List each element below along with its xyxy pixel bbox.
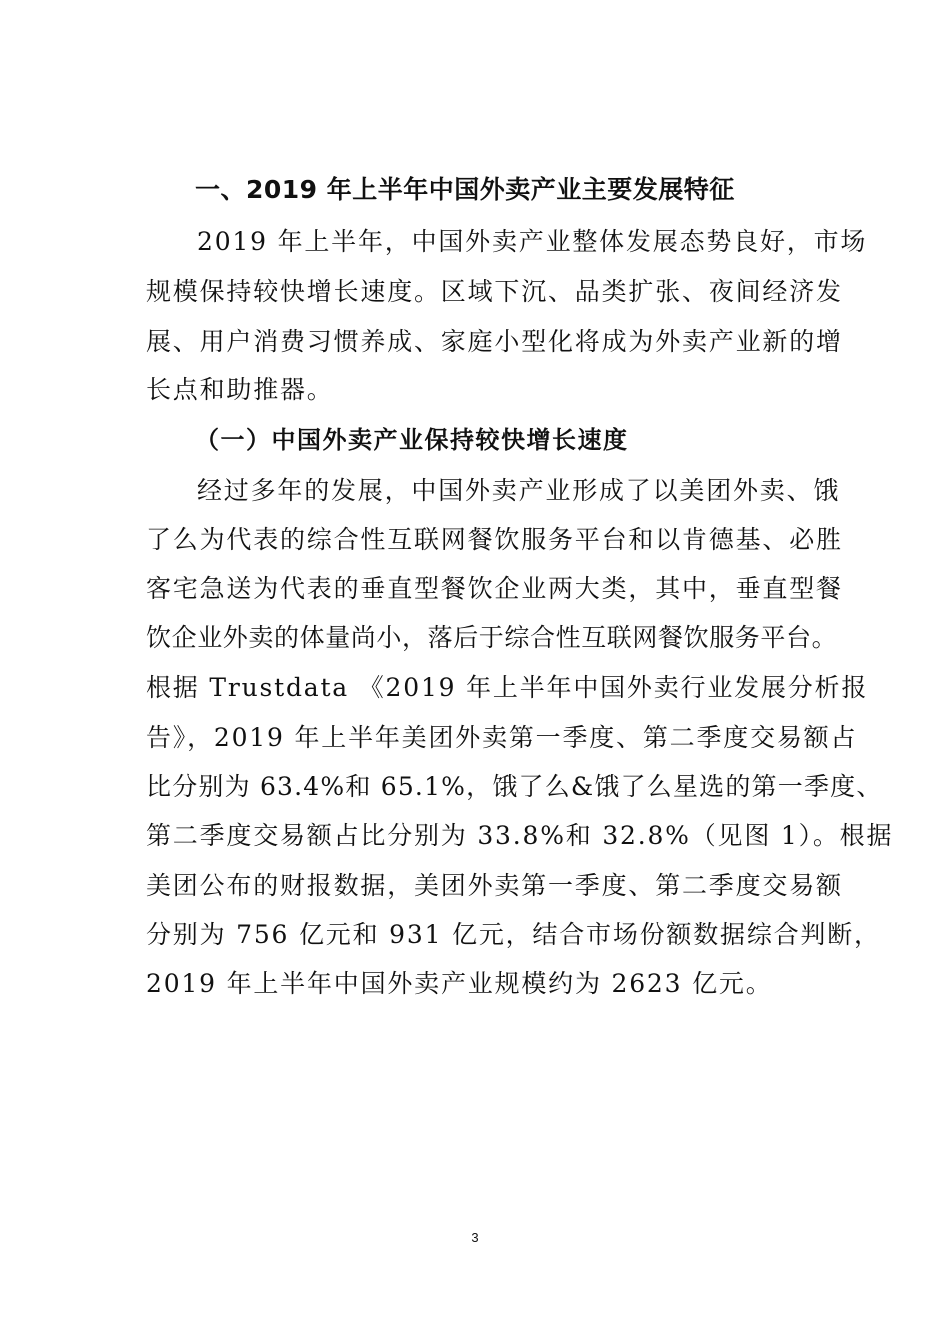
paragraph-line: 规模保持较快增长速度。区域下沉、品类扩张、夜间经济发 <box>146 277 843 306</box>
paragraph-line: 长点和助推器。 <box>146 375 334 404</box>
subsection-heading: （一）中国外卖产业保持较快增长速度 <box>195 426 629 454</box>
paragraph-line: 客宅急送为代表的垂直型餐饮企业两大类，其中，垂直型餐 <box>146 574 843 603</box>
page-number: 3 <box>471 1230 479 1245</box>
paragraph-line: 第二季度交易额占比分别为 33.8%和 32.8%（见图 1）。根据 <box>146 821 894 850</box>
paragraph-line: 饮企业外卖的体量尚小，落后于综合性互联网餐饮服务平台。 <box>146 623 838 652</box>
paragraph-line: 2019 年上半年，中国外卖产业整体发展态势良好，市场 <box>197 227 868 256</box>
section-heading: 一、2019 年上半年中国外卖产业主要发展特征 <box>195 175 735 204</box>
paragraph-line: 告》，2019 年上半年美团外卖第一季度、第二季度交易额占 <box>146 723 858 752</box>
paragraph-line: 展、用户消费习惯养成、家庭小型化将成为外卖产业新的增 <box>146 327 843 356</box>
paragraph-line: 根据 Trustdata 《2019 年上半年中国外卖行业发展分析报 <box>146 673 869 702</box>
paragraph-line: 了么为代表的综合性互联网餐饮服务平台和以肯德基、必胜 <box>146 525 843 554</box>
paragraph-line: 比分别为 63.4%和 65.1%，饿了么&饿了么星选的第一季度、 <box>146 772 883 801</box>
paragraph-line: 2019 年上半年中国外卖产业规模约为 2623 亿元。 <box>146 969 773 998</box>
paragraph-line: 美团公布的财报数据，美团外卖第一季度、第二季度交易额 <box>146 871 843 900</box>
paragraph-line: 经过多年的发展，中国外卖产业形成了以美团外卖、饿 <box>197 476 841 505</box>
paragraph-line: 分别为 756 亿元和 931 亿元，结合市场份额数据综合判断， <box>146 920 881 949</box>
